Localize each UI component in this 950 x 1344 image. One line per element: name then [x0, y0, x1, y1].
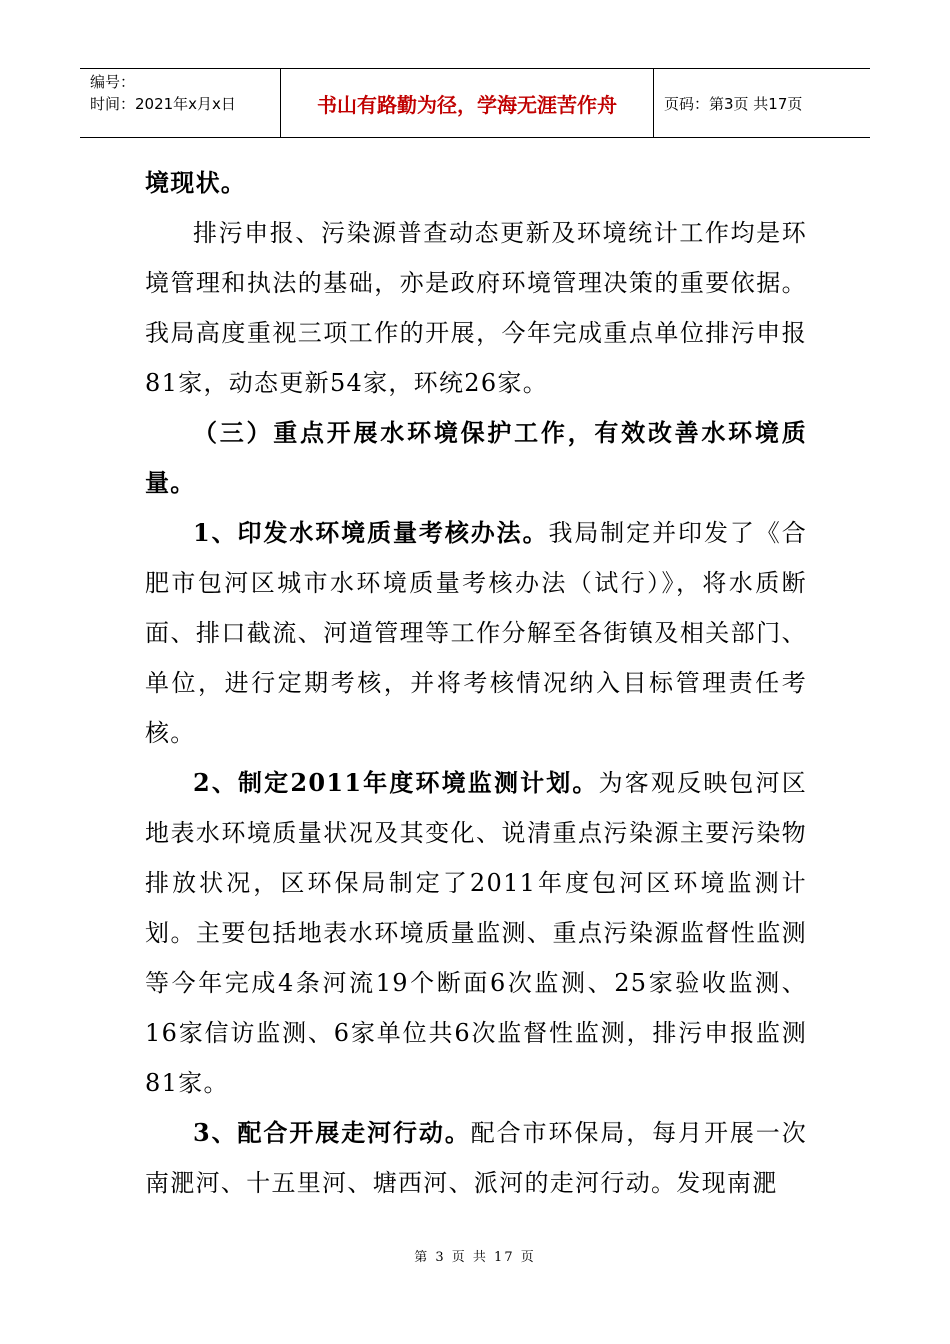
list-item-2 — [145, 758, 807, 1108]
list-item-2-text: 为客观反映包河区地表水环境质量状况及其变化、说清重点污染源主要污染物排放状况，区环保局制定了2011年度包河区环境监测计划。主要包括地表水环境质量监测、重点污染源监督性监测等今年完成4条河流19个断面6次监测、25家验收监测、16家信访监测、6家单位共6次监督性监测，排污申报监测81家。 — [145, 769, 807, 1097]
list-item-1-text: 我局制定并印发了《合肥市包河区城市水环境质量考核办法（试行）》，将水质断面、排口截流、河道管理等工作分解至各街镇及相关部门、单位，进行定期考核，并将考核情况纳入目标管理责任考核。 — [145, 519, 807, 747]
list-item-1 — [145, 508, 807, 758]
header-motto: 书山有路勤为径，学海无涯苦作舟 — [280, 69, 654, 137]
header-info-cell — [80, 69, 280, 137]
list-item-3-title: 3、配合开展走河行动。 — [193, 1118, 471, 1147]
header-table — [80, 68, 870, 138]
document-body — [145, 158, 807, 1208]
page-footer: 第 3 页 共 17 页 — [414, 1250, 536, 1265]
section-heading-3: （三）重点开展水环境保护工作，有效改善水环境质量。 — [145, 418, 807, 497]
list-item-3 — [145, 1108, 807, 1208]
document-time-label: 时间：2021年x月x日 — [90, 95, 236, 113]
paragraph-continuation: 境现状。 — [145, 168, 247, 197]
list-item-2-title: 2、制定2011年度环境监测计划。 — [193, 768, 599, 797]
list-item-1-title: 1、印发水环境质量考核办法。 — [193, 518, 549, 547]
paragraph-pollution-report: 排污申报、污染源普查动态更新及环境统计工作均是环境管理和执法的基础，亦是政府环境管理决策的重要依据。我局高度重视三项工作的开展，今年完成重点单位排污申报81家，动态更新54家，环统26家。 — [145, 219, 807, 397]
header-page-label: 页码：第3页 共17页 — [664, 94, 803, 113]
document-number-label: 编号： — [90, 73, 136, 91]
list-item-3-text: 配合市环保局，每月开展一次南淝河、十五里河、塘西河、派河的走河行动。发现南淝 — [145, 1119, 808, 1197]
